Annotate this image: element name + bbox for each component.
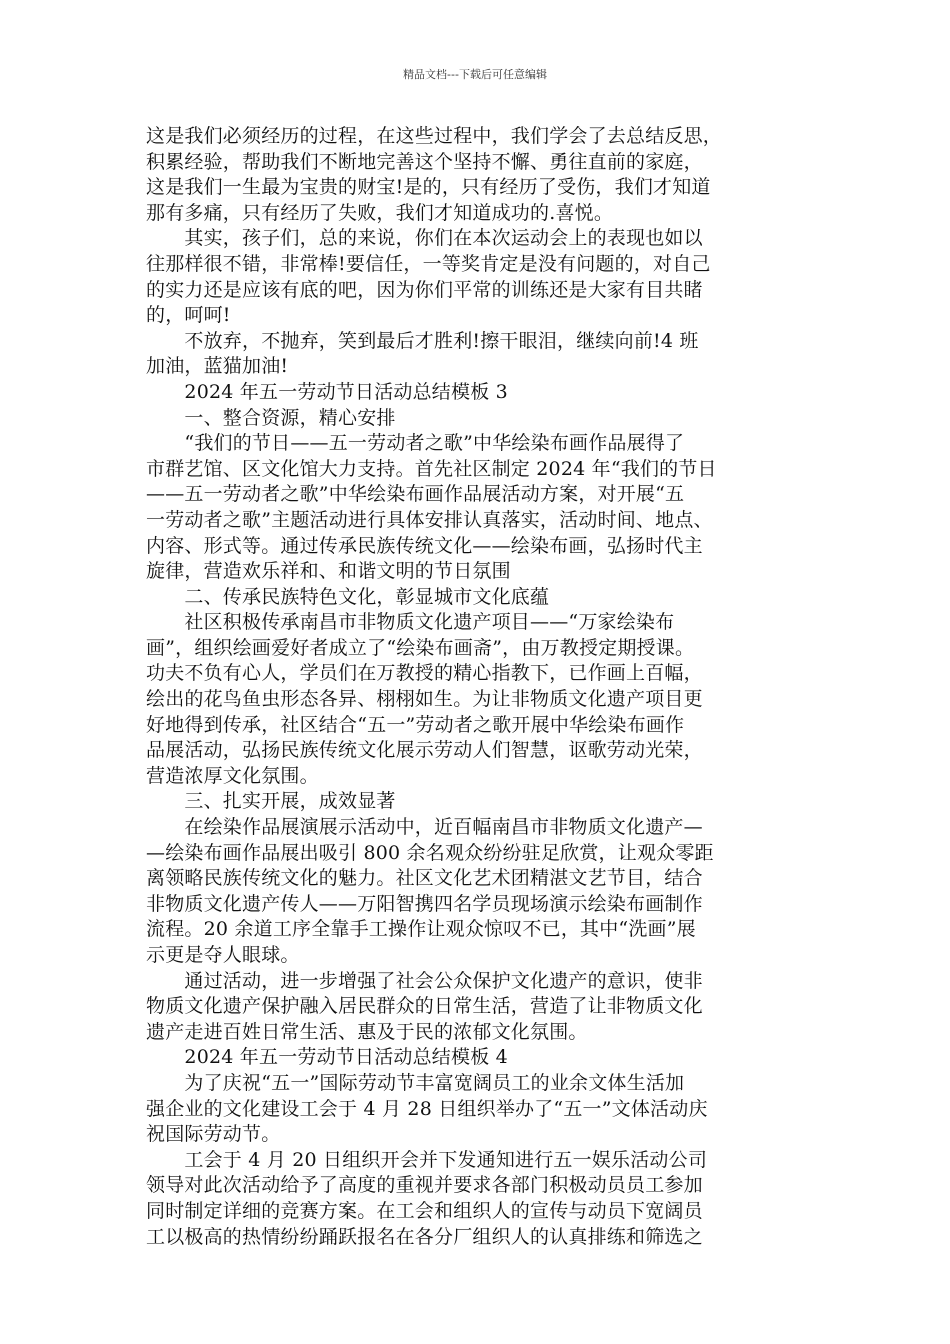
text-line: 不放弃，不抛弃，笑到最后才胜利!擦干眼泪，继续向前!4 班 xyxy=(146,329,699,352)
text-line: 工以极高的热情纷纷踊跃报名在各分厂组织人的认真排练和筛选之 xyxy=(146,1225,703,1248)
text-line: 通过活动，进一步增强了社会公众保护文化遗产的意识，使非 xyxy=(146,969,703,992)
text-line: “我们的节日——五一劳动者之歌”中华绘染布画作品展得了 xyxy=(146,432,685,455)
text-line: 绘出的花鸟鱼虫形态各异、栩栩如生。为让非物质文化遗产项目更 xyxy=(146,688,703,711)
document-body xyxy=(146,124,806,1250)
text-line: 在绘染作品展演展示活动中，近百幅南昌市非物质文化遗产— xyxy=(146,816,703,839)
text-line: 三、扎实开展，成效显著 xyxy=(146,790,396,813)
text-line: 往那样很不错，非常棒!要信任，一等奖肯定是没有问题的，对自己 xyxy=(146,252,711,275)
text-line: 一劳动者之歌”主题活动进行具体安排认真落实，活动时间、地点、 xyxy=(146,508,713,531)
text-line: 祝国际劳动节。 xyxy=(146,1123,281,1146)
text-line: 这是我们一生最为宝贵的财宝!是的，只有经历了受伤，我们才知道 xyxy=(146,176,711,199)
text-line: 二、传承民族特色文化，彰显城市文化底蕴 xyxy=(146,585,550,608)
text-line: 的实力还是应该有底的吧，因为你们平常的训练还是大家有目共睹 xyxy=(146,278,703,301)
text-line: 积累经验，帮助我们不断地完善这个坚持不懈、勇往直前的家庭， xyxy=(146,150,703,173)
text-line: 内容、形式等。通过传承民族传统文化——绘染布画，弘扬时代主 xyxy=(146,534,703,557)
text-line: 离领略民族传统文化的魅力。社区文化艺术团精湛文艺节目，结合 xyxy=(146,867,703,890)
text-line: 一、整合资源，精心安排 xyxy=(146,406,396,429)
text-line: 物质文化遗产保护融入居民群众的日常生活，营造了让非物质文化 xyxy=(146,995,703,1018)
text-line: 2024 年五一劳动节日活动总结模板 4 xyxy=(146,1046,508,1069)
text-line: 的，呵呵! xyxy=(146,304,231,327)
text-line: 强企业的文化建设工会于 4 月 28 日组织举办了“五一”文体活动庆 xyxy=(146,1097,708,1120)
text-line: 流程。20 余道工序全靠手工操作让观众惊叹不已，其中“洗画”展 xyxy=(146,918,696,941)
text-line: 加油，蓝猫加油! xyxy=(146,355,289,378)
text-line: 工会于 4 月 20 日组织开会并下发通知进行五一娱乐活动公司 xyxy=(146,1148,708,1171)
text-line: 遗产走进百姓日常生活、惠及于民的浓郁文化氛围。 xyxy=(146,1020,588,1043)
text-line: 其实，孩子们，总的来说，你们在本次运动会上的表现也如以 xyxy=(146,227,703,250)
text-line: 同时制定详细的竞赛方案。在工会和组织人的宣传与动员下宽阔员 xyxy=(146,1199,703,1222)
text-line: 领导对此次活动给予了高度的重视并要求各部门积极动员员工参加 xyxy=(146,1174,703,1197)
text-line: 这是我们必须经历的过程，在这些过程中，我们学会了去总结反思， xyxy=(146,125,723,147)
text-line: 画”，组织绘画爱好者成立了“绘染布画斋”，由万教授定期授课。 xyxy=(146,636,695,659)
text-line: ——五一劳动者之歌”中华绘染布画作品展活动方案，对开展“五 xyxy=(146,483,685,506)
text-line: 好地得到传承，社区结合“五一”劳动者之歌开展中华绘染布画作 xyxy=(146,713,685,736)
text-line: 营造浓厚文化氛围。 xyxy=(146,764,319,787)
text-line: 示更是夺人眼球。 xyxy=(146,944,300,966)
text-line: 市群艺馆、区文化馆大力支持。首先社区制定 2024 年“我们的节日 xyxy=(146,457,717,480)
text-line: —绘染布画作品展出吸引 800 余名观众纷纷驻足欣赏，让观众零距 xyxy=(146,841,714,864)
text-line: 社区积极传承南昌市非物质文化遗产项目——“万家绘染布 xyxy=(146,611,675,634)
text-line: 那有多痛，只有经历了失败，我们才知道成功的.喜悦。 xyxy=(146,201,614,224)
text-line: 旋律，营造欢乐祥和、和谐文明的节日氛围 xyxy=(146,560,511,583)
page-header: 精品文档---下载后可任意编辑 xyxy=(403,68,547,81)
text-line: 为了庆祝“五一”国际劳动节丰富宽阔员工的业余文体生活加 xyxy=(146,1071,685,1094)
text-line: 2024 年五一劳动节日活动总结模板 3 xyxy=(146,380,508,403)
text-line: 品展活动，弘扬民族传统文化展示劳动人们智慧，讴歌劳动光荣， xyxy=(146,739,703,762)
text-line: 功夫不负有心人，学员们在万教授的精心指教下，已作画上百幅， xyxy=(146,662,703,685)
text-line: 非物质文化遗产传人——万阳智携四名学员现场演示绘染布画制作 xyxy=(146,892,703,915)
